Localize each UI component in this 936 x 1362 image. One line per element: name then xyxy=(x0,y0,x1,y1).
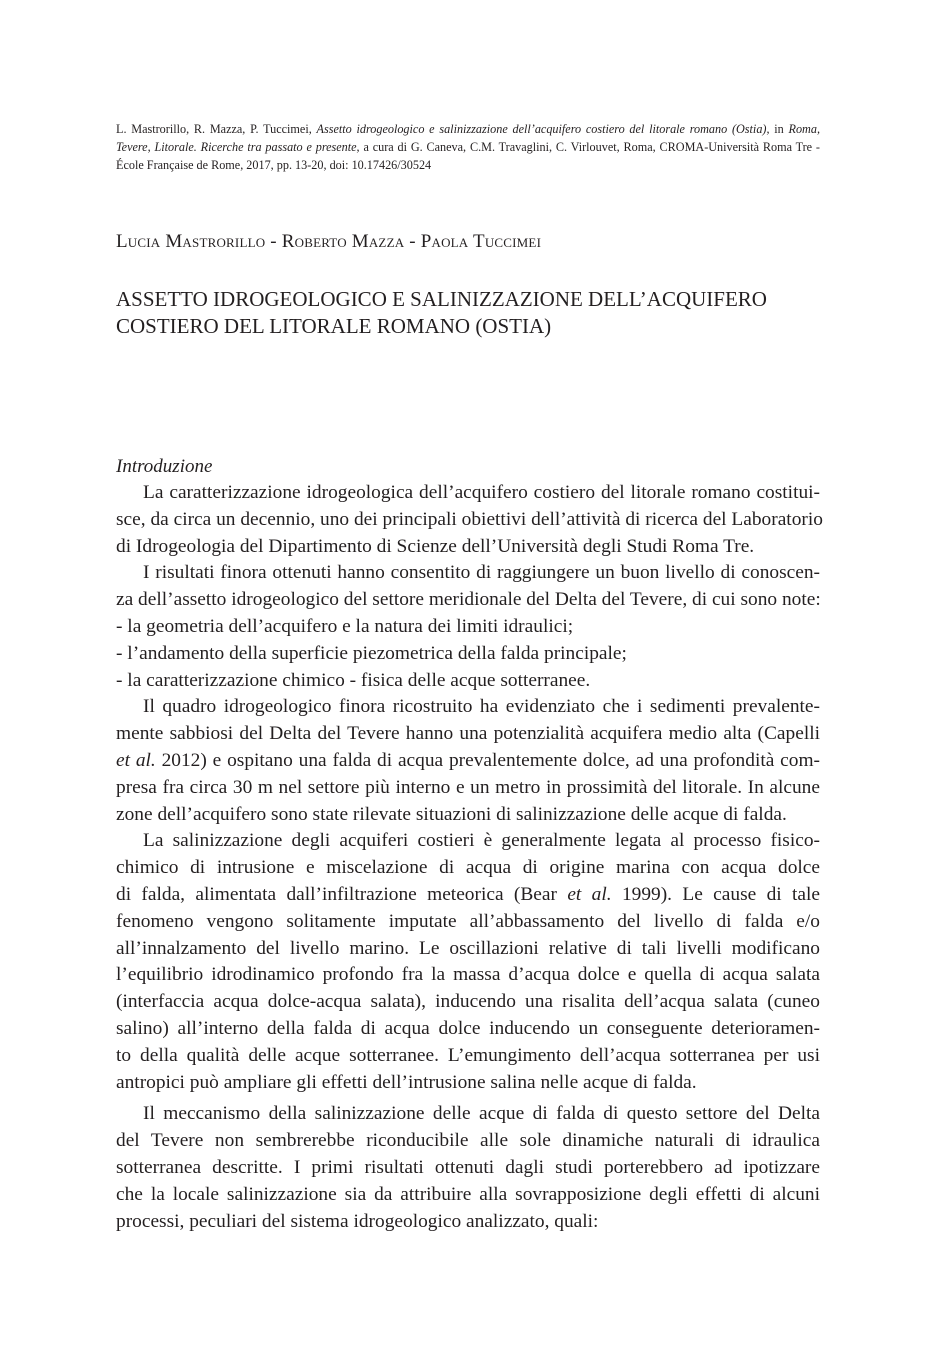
body-line: za dell’assetto idrogeologico del settore meridionale del Delta del Tevere, di cui sono note: xyxy=(116,589,821,611)
body-line: - la caratterizzazione chimico - fisica delle acque sotterranee. xyxy=(116,669,591,691)
article-title xyxy=(116,286,876,340)
body-line: La caratterizzazione idrogeologica dell’acquifero costiero del litorale romano costitui- xyxy=(143,482,820,503)
body-line: Il quadro idrogeologico finora ricostruito ha evidenziato che i sedimenti prevalente- xyxy=(143,696,820,718)
body-line: antropici può ampliare gli effetti dell’intrusione salina nelle acque di falda. xyxy=(116,1071,697,1093)
body-line: Il meccanismo della salinizzazione delle acque di falda di questo settore del Delta xyxy=(143,1103,820,1125)
body-line: (interfaccia acqua dolce-acqua salata), inducendo una risalita dell’acqua salata (cuneo xyxy=(116,991,820,1013)
body-line: - la geometria dell’acquifero e la natura dei limiti idraulici; xyxy=(116,615,574,637)
body-line: sotterranea descritte. I primi risultati ottenuti dagli studi porterebbero ad ipotizzare xyxy=(116,1156,820,1178)
body-line: sce, da circa un decennio, uno dei principali obiettivi dell’attività di ricerca del Laboratorio xyxy=(116,508,823,530)
body-line: chimico di intrusione e miscelazione di acqua di origine marina con acqua dolce xyxy=(116,857,820,879)
body-line: che la locale salinizzazione sia da attribuire alla sovrapposizione degli effetti di alcuni xyxy=(116,1183,820,1205)
body-line: I risultati finora ottenuti hanno consentito di raggiungere un buon livello di conoscen- xyxy=(143,562,820,584)
title-line: ASSETTO IDROGEOLOGICO E SALINIZZAZIONE DELL’ACQUIFERO xyxy=(116,287,767,311)
body-line: La salinizzazione degli acquiferi costieri è generalmente legata al processo fisico- xyxy=(143,830,820,852)
body-text xyxy=(116,480,823,1235)
body-line: di Idrogeologia del Dipartimento di Scienze dell’Università degli Studi Roma Tre. xyxy=(116,535,755,557)
citation-in: in xyxy=(769,122,789,136)
body-line: l’equilibrio idrodinamico profondo fra la massa d’acqua dolce e quella di acqua salata xyxy=(116,964,820,986)
body-line: to della qualità delle acque sotterranee. L’emungimento dell’acqua sotterranea per usi xyxy=(116,1044,820,1066)
citation-article-title: Assetto idrogeologico e salinizzazione dell’acquifero costiero del litorale romano (Ostia), xyxy=(316,122,770,136)
title-line: COSTIERO DEL LITORALE ROMANO (OSTIA) xyxy=(116,314,552,338)
citation xyxy=(116,120,820,175)
body-line: salino) all’interno della falda di acqua dolce inducendo un conseguente deterioramen- xyxy=(116,1017,820,1039)
body-line: et al. 2012) e ospitano una falda di acqua prevalentemente dolce, ad una profondità com- xyxy=(116,749,820,771)
section-heading: Introduzione xyxy=(116,456,213,477)
body-line: processi, peculiari del sistema idrogeologico analizzato, quali: xyxy=(116,1210,599,1232)
body-line: all’innalzamento del livello marino. Le oscillazioni relative di tali livelli modificano xyxy=(116,937,820,959)
citation-book-title: Roma, Tevere, Litorale. Ricerche tra passato e presente, xyxy=(116,122,820,155)
body-line: di falda, alimentata dall’infiltrazione meteorica (Bear et al. 1999). Le cause di tale xyxy=(116,883,820,905)
body-line: presa fra circa 30 m nel settore più interno e un metro in prossimità del litorale. In alcune xyxy=(116,776,820,798)
citation-authors: L. Mastrorillo, R. Mazza, P. Tuccimei, xyxy=(116,122,317,136)
citation-details: a cura di G. Caneva, C.M. Travaglini, C. Virlouvet, Roma, CROMA-Università Roma Tre - École Française de Rome, 2017, pp. 13-20, doi: 10.17426/30524 xyxy=(116,140,820,173)
authors: Lucia Mastrorillo - Roberto Mazza - Paola Tuccimei xyxy=(116,231,542,252)
body-line: - l’andamento della superficie piezometrica della falda principale; xyxy=(116,642,627,664)
body-line: zone dell’acquifero sono state rilevate situazioni di salinizzazione delle acque di falda. xyxy=(116,803,787,825)
body-line: mente sabbiosi del Delta del Tevere hanno una potenzialità acquifera medio alta (Capelli xyxy=(116,723,820,745)
body-line: fenomeno vengono solitamente imputate all’abbassamento del livello di falda e/o xyxy=(116,910,820,932)
body-line: del Tevere non sembrerebbe riconducibile alle sole dinamiche naturali di idraulica xyxy=(116,1130,820,1152)
